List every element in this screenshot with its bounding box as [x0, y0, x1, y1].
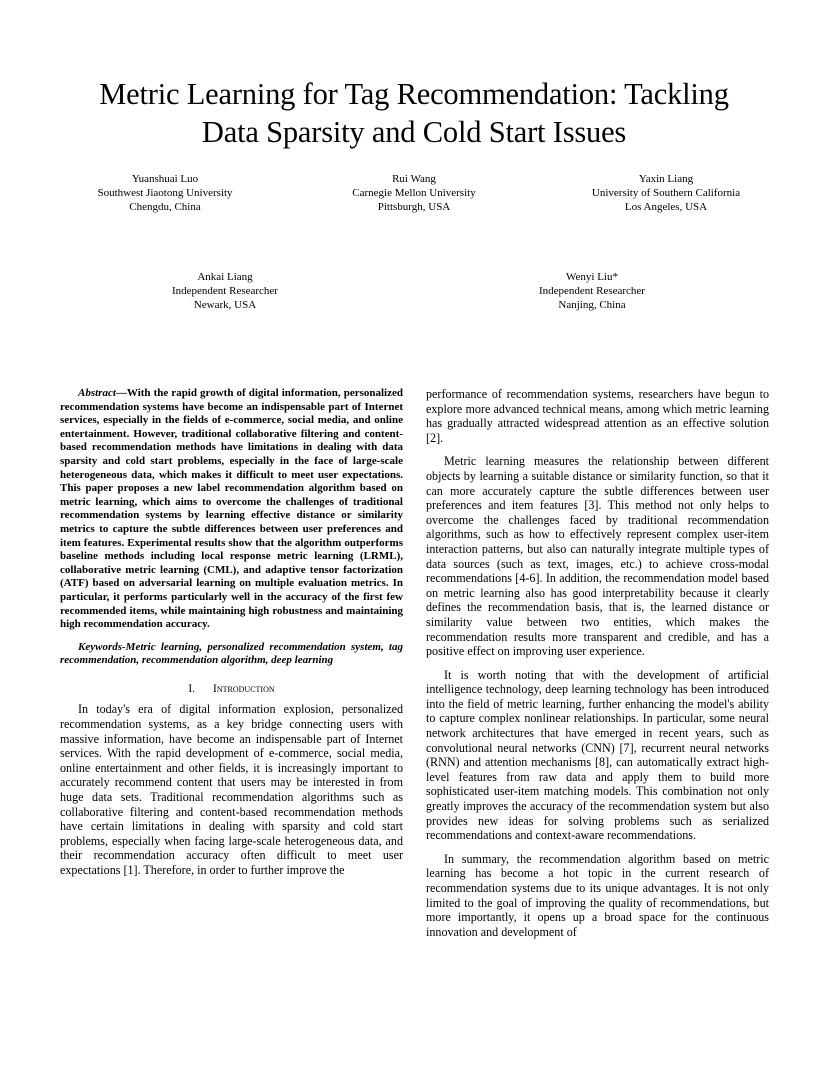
author-location: Nanjing, China: [558, 299, 626, 312]
author-location: Los Angeles, USA: [624, 201, 708, 214]
author-block-5: [487, 270, 697, 313]
author-name: Rui Wang: [392, 173, 436, 185]
title-line-2: Data Sparsity and Cold Start Issues: [201, 115, 627, 149]
author-location: Newark, USA: [193, 299, 257, 312]
keywords: Keywords-Metric learning, personalized recommendation system, tag recommendation, recommendation algorithm, deep learning: [60, 640, 403, 667]
summary-paragraph: In summary, the recommendation algorithm based on metric learning has become a hot topic in the current research of recommendation systems due to its unique advantages. It is not only limited to the goal of improving the quality of recommendations, but more importantly, it opens up a broad space for the continuous innovation and development of: [426, 851, 769, 939]
author-block-4: [120, 270, 330, 313]
author-location: Pittsburgh, USA: [377, 201, 451, 214]
author-affiliation: Carnegie Mellon University: [352, 187, 476, 200]
paragraph-continued: performance of recommendation systems, researchers have begun to explore more advanced technical means, among which metric learning has gradually attracted widespread attention as an effective solution [2].: [426, 387, 769, 445]
title-line-1: Metric Learning for Tag Recommendation: Tackling: [99, 77, 729, 111]
author-block-2: [309, 172, 519, 215]
right-column: [426, 387, 769, 939]
section-number: I.: [188, 682, 196, 695]
paper-title: [40, 75, 788, 151]
author-block-1: [60, 172, 270, 215]
author-affiliation: Southwest Jiaotong University: [97, 187, 233, 200]
author-block-3: [556, 172, 776, 215]
deep-learning-paragraph: It is worth noting that with the development of artificial intelligence technology, deep learning technology has been introduced into the field of metric learning, further enhancing the model's ability to capture complex nonlinear relationships. In particular, some neural network architectures that have emerged in recent years, such as convolutional neural networks (CNN) [7], recurrent neural networks (RNN) and attention mechanisms [8], can automatically extract high-level features from raw data and apply them to build more sophisticated user-item matching models. This combination not only greatly improves the accuracy of the recommendation system but also provides new ideas for solving problems such as serialized recommendations and context-aware recommendations.: [426, 667, 769, 843]
author-affiliation: University of Southern California: [591, 187, 741, 200]
author-affiliation: Independent Researcher: [539, 285, 645, 298]
author-name: Wenyi Liu*: [566, 271, 618, 283]
author-affiliation: Independent Researcher: [172, 285, 278, 298]
abstract-text: —With the rapid growth of digital information, personalized recommendation systems have become an indispensable part of Internet services, especially in the fields of e-commerce, social media, and online entertainment. However, traditional collaborative filtering and content-based recommendation methods have limitations in dealing with data sparsity and cold start problems, especially in the face of large-scale heterogeneous data, which makes it difficult to meet user expectations. This paper proposes a new label recommendation algorithm based on metric learning, which aims to overcome the challenges of traditional recommendation systems by learning effective distance or similarity metrics to capture the subtle differences between user preferences and item features. Experimental results show that the algorithm outperforms baseline methods including local response metric learning (LRML), collaborative metric learning (CML), and adaptive tensor factorization (ATF) based on adversarial learning on multiple evaluation metrics. In particular, it performs particularly well in the accuracy of the first few recommended items, while maintaining high robustness and maintaining high recommendation accuracy.: [60, 387, 403, 631]
metric-learning-paragraph: Metric learning measures the relationship between different objects by learning a suitable distance or similarity function, so that it can more accurately capture the subtle differences between user preferences and item features [3]. This method not only helps to overcome the challenges faced by traditional recommendation algorithms, such as how to effectively represent complex user-item interaction patterns, but also can naturally integrate multiple types of data sources (such as text, images, etc.) to achieve cross-modal recommendations [4-6]. In addition, the recommendation model based on metric learning also has good interpretability because it clearly defines the recommendation basis, that is, the learned distance or similarity value between two entities, which makes the recommendation results more transparent and credible, and has a positive effect on improving user experience.: [426, 454, 769, 659]
author-name: Yaxin Liang: [638, 173, 694, 185]
section-title: Introduction: [213, 682, 275, 695]
intro-paragraph-1: In today's era of digital information explosion, personalized recommendation systems, as a key bridge connecting users with massive information, have become an indispensable part of Internet services. With the rapid development of e-commerce, social media, online entertainment and other fields, it is increasingly important to accurately recommend content that users may be interested in from huge data sets. Traditional recommendation algorithms such as collaborative filtering and content-based recommendation methods have certain limitations in dealing with sparsity and cold start problems, especially when facing large-scale heterogeneous data, and their recommendation accuracy often difficult to meet user expectations [1]. Therefore, in order to further improve the: [60, 702, 403, 877]
abstract: [60, 387, 403, 632]
author-name: Yuanshuai Luo: [131, 173, 199, 185]
abstract-label: Abstract: [78, 387, 116, 399]
author-name: Ankai Liang: [197, 271, 253, 283]
section-heading: [60, 682, 403, 697]
left-column: [60, 387, 403, 878]
author-location: Chengdu, China: [129, 201, 201, 214]
